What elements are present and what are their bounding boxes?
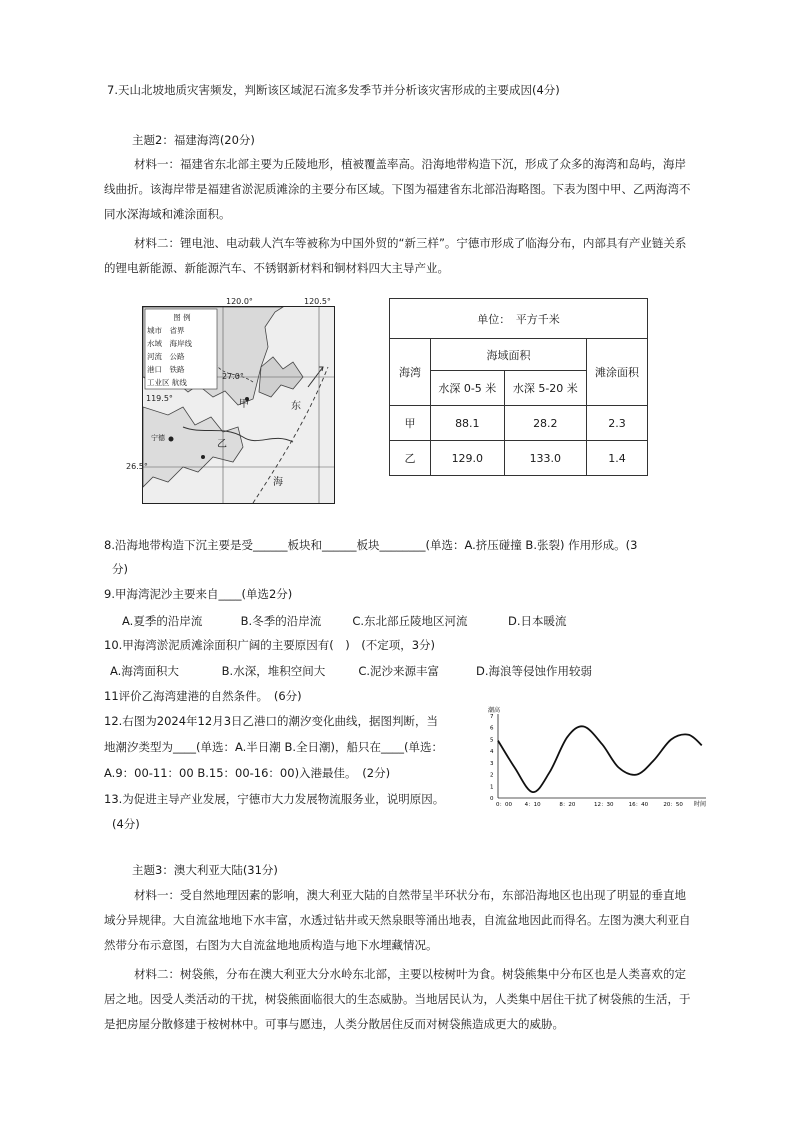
question-8: 8.沿海地带构造下沉主要是受______板块和______板块________(单选：A.挤压碰撞 B.张裂) 作用形成。(3 (104, 538, 638, 552)
legend-row (147, 350, 217, 363)
legend-route: 航线 (171, 378, 187, 387)
y-tick-label: 3 (490, 760, 494, 767)
y-tick-label: 7 (490, 714, 494, 720)
legend-row (147, 363, 217, 376)
legend-river: 河流 (147, 352, 162, 361)
question-11: 11评价乙海湾建港的自然条件。 (6分) (104, 689, 302, 703)
table-header-deep: 水深 5-20 米 (504, 371, 586, 406)
table-header-tidal: 滩涂面积 (587, 339, 648, 406)
fujian-coast-map (142, 306, 335, 504)
chart-ylabel: 潮高 (488, 707, 501, 714)
topic2-material1: 材料一：福建省东北部主要为丘陵地形，植被覆盖率高。沿海地带构造下沉，形成了众多的海湾和岛屿，海岸线曲折。该海岸带是福建省淤泥质滩涂的主要分布区域。下图为福建省东北部沿海略图。下表为图中甲、乙两海湾不同水深海域和滩涂面积。 (104, 157, 691, 221)
table-cell: 2.3 (587, 406, 648, 441)
option-c: C.东北部丘陵地区河流 (352, 614, 468, 628)
lon-119-5: 119.5° (146, 394, 173, 403)
question-12-cont2: A.9：00-11：00 B.15：00-16：00)入港最佳。 (2分) (104, 766, 391, 780)
option-b: B.水深，堆积空间大 (221, 664, 326, 678)
table-row (390, 441, 648, 476)
topic3-material2: 材料二：树袋熊，分布在澳大利亚大分水岭东北部，主要以桉树叶为食。树袋熊集中分布区也是人类喜欢的定居之地。因受人类活动的干扰，树袋熊面临很大的生态威胁。当地居民认为，人类集中居住干扰了树袋熊的生活，于是把房屋分散修建于桉树林中。可事与愿违，人类分散居住反而对树袋熊造成更大的威胁。 (104, 967, 691, 1031)
legend-city: 城市 (147, 326, 162, 335)
x-tick-label: 12：30 (594, 802, 614, 808)
question-12: 12.右图为2024年12月3日乙港口的潮汐变化曲线，据图判断，当 (104, 714, 439, 728)
legend-province-border: 省界 (169, 326, 185, 335)
x-tick-label: 0：00 (496, 802, 512, 808)
y-tick-label: 1 (490, 784, 494, 791)
table-cell: 133.0 (504, 441, 586, 476)
label-yi: 乙 (217, 439, 227, 450)
y-tick-label: 4 (490, 749, 494, 756)
option-c: C.泥沙来源丰富 (358, 664, 439, 678)
tide-chart (484, 702, 710, 810)
table-row (390, 406, 648, 441)
legend-railway: 铁路 (169, 365, 185, 374)
table-cell: 28.2 (504, 406, 586, 441)
y-tick-label: 2 (490, 772, 494, 779)
x-tick-label: 8：20 (559, 802, 576, 808)
question-9: 9.甲海湾泥沙主要来自____(单选2分) (104, 587, 293, 601)
question-13-cont: (4分) (112, 817, 140, 831)
y-tick-label: 6 (490, 725, 494, 732)
label-hai: 海 (273, 477, 283, 488)
option-a: A.夏季的沿岸流 (122, 614, 203, 628)
question-12-cont: 地潮汐类型为____(单选：A.半日潮 B.全日潮)，船只在____(单选： (104, 740, 443, 754)
lat-27-0: 27.0° (222, 372, 244, 381)
y-tick-label: 0 (490, 796, 494, 802)
label-ningde: 宁德 (151, 434, 165, 442)
lat-26-5: 26.5° (126, 462, 148, 471)
question-10-options (110, 663, 592, 679)
legend-row (147, 376, 217, 389)
option-d: D.海浪等侵蚀作用较弱 (475, 664, 592, 678)
legend-title: 图 例 (173, 313, 191, 322)
y-tick-label: 5 (490, 737, 494, 744)
table-cell: 129.0 (431, 441, 505, 476)
table-header-bay: 海湾 (390, 339, 431, 406)
option-d: D.日本暖流 (507, 614, 567, 628)
lon-120-0: 120.0° (226, 297, 253, 306)
table-cell: 甲 (390, 406, 431, 441)
legend-row (147, 324, 217, 337)
legend-coastline: 海岸线 (169, 339, 192, 348)
table-cell: 乙 (390, 441, 431, 476)
lon-120-5: 120.5° (304, 297, 331, 306)
table-cell: 1.4 (587, 441, 648, 476)
table-cell: 88.1 (431, 406, 505, 441)
topic2-title: 主题2：福建海湾(20分) (132, 133, 255, 147)
x-tick-label: 20：50 (663, 802, 683, 808)
table-header-shallow: 水深 0-5 米 (431, 371, 505, 406)
x-tick-label: 16：40 (628, 802, 649, 808)
label-dong: 东 (291, 401, 301, 412)
table-header-sea: 海域面积 (431, 339, 587, 371)
table-unit: 单位： 平方千米 (390, 299, 648, 339)
legend-road: 公路 (169, 352, 185, 361)
question-7: 7.天山北坡地质灾害频发，判断该区域泥石流多发季节并分析该灾害形成的主要成因(4分) (107, 83, 560, 97)
legend-industrial: 工业区 (147, 378, 170, 387)
question-10: 10.甲海湾淤泥质滩涂面积广阔的主要原因有( ) (不定项，3分) (104, 638, 436, 652)
question-8-cont: 分) (112, 562, 128, 576)
topic3-title: 主题3：澳大利亚大陆(31分) (132, 863, 278, 877)
x-tick-label: 4：10 (524, 802, 541, 808)
label-jia: 甲 (239, 399, 249, 410)
tide-series-line (498, 726, 702, 792)
chart-xlabel: 时间 (694, 801, 707, 808)
topic2-material2: 材料二：锂电池、电动载人汽车等被称为中国外贸的“新三样”。宁德市形成了临海分布，内部具有产业链关系的锂电新能源、新能源汽车、不锈钢新材料和铜材料四大主导产业。 (104, 236, 687, 275)
legend-water: 水域 (147, 339, 162, 348)
question-13: 13.为促进主导产业发展，宁德市大力发展物流服务业，说明原因。 (104, 792, 445, 806)
map-legend (147, 311, 217, 389)
legend-row (147, 337, 217, 350)
legend-port: 港口 (147, 365, 162, 374)
topic3-material1: 材料一：受自然地理因素的影响，澳大利亚大陆的自然带呈半环状分布，东部沿海地区也出现了明显的垂直地域分异规律。大自流盆地地下水丰富，水透过钻井或天然泉眼等涌出地表，自流盆地因此而得名。左图为澳大利亚自然带分布示意图，右图为大自流盆地地质构造与地下水埋藏情况。 (104, 888, 691, 952)
option-a: A.海湾面积大 (110, 664, 179, 678)
option-b: B.冬季的沿岸流 (240, 614, 322, 628)
question-9-options (122, 613, 566, 629)
bay-area-table (389, 298, 648, 476)
